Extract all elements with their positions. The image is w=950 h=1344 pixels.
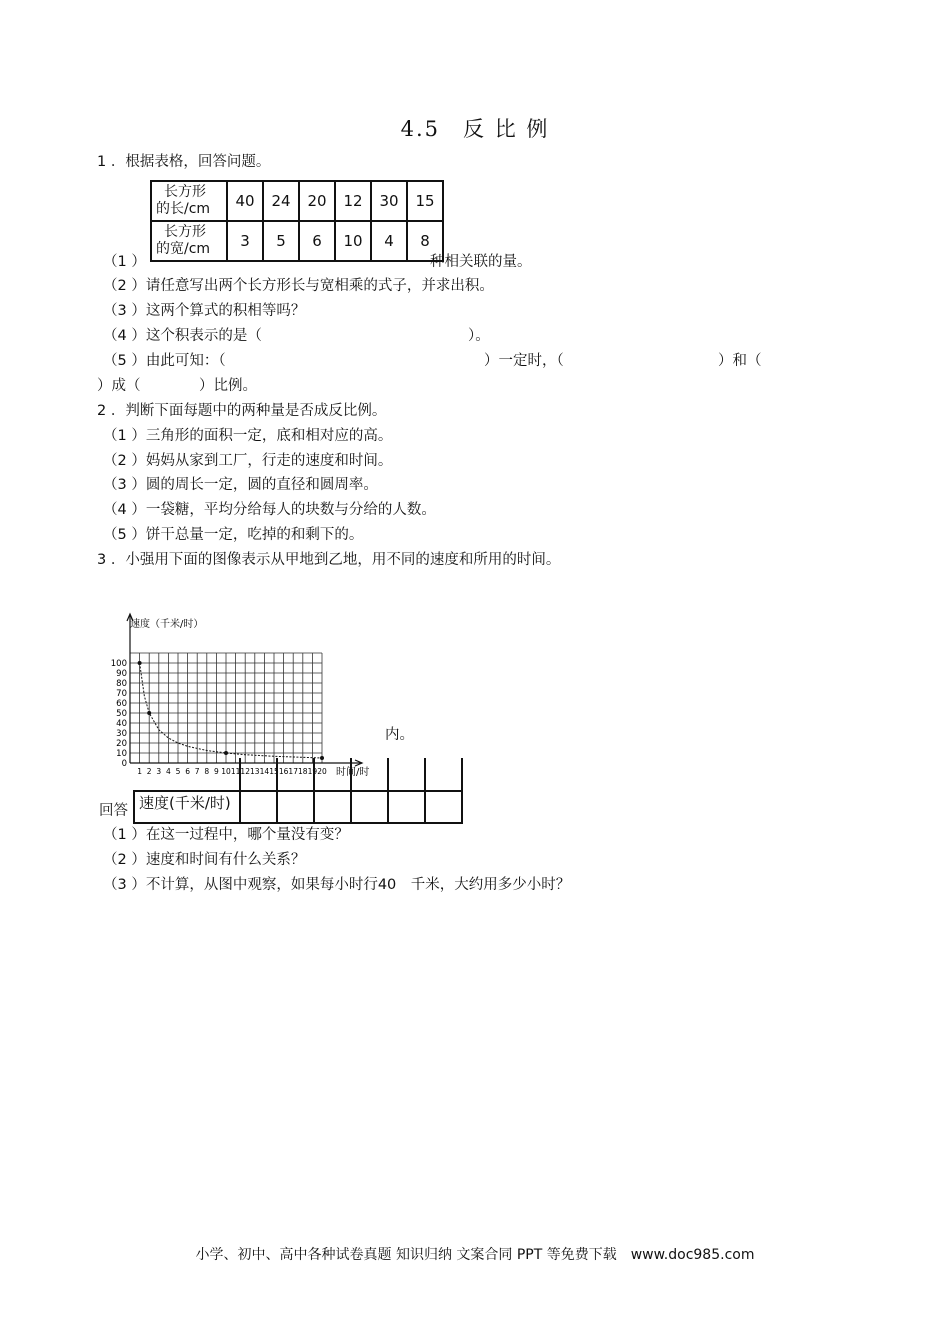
x-tick-label: 6 — [185, 767, 190, 776]
x-tick-label: 14 — [259, 767, 270, 776]
x-tick-label: 15 — [269, 767, 279, 776]
q3-speed-table — [133, 758, 463, 824]
table-cell — [388, 791, 425, 823]
row-header-line: 长方形 — [164, 224, 206, 240]
x-axis-label: 时间/时 — [336, 767, 370, 778]
table-row — [134, 791, 462, 823]
q2-item: （3 ）圆的周长一定，圆的直径和圆周率。 — [103, 477, 378, 493]
table-row — [151, 221, 443, 261]
table-cell — [240, 758, 277, 791]
table-cell — [314, 758, 351, 791]
table-cell: 20 — [299, 181, 335, 221]
y-tick-label: 10 — [116, 749, 127, 759]
x-tick-label: 18 — [298, 767, 308, 776]
x-tick-label: 9 — [214, 767, 219, 776]
q2-item: （2 ）妈妈从家到工厂，行走的速度和时间。 — [103, 453, 393, 469]
table-cell: 5 — [263, 221, 299, 261]
y-tick-label: 40 — [116, 719, 127, 729]
x-tick-label: 5 — [175, 767, 181, 776]
table-cell: 10 — [335, 221, 371, 261]
table-cell: 30 — [371, 181, 407, 221]
y-tick-label: 0 — [121, 759, 127, 769]
row-header-line: 长方形 — [164, 184, 206, 200]
y-tick-label: 60 — [116, 699, 127, 709]
x-tick-label: 12 — [240, 767, 250, 776]
y-axis-label: 速度（千米/时） — [130, 619, 204, 630]
row-header — [151, 181, 227, 221]
table-cell: 3 — [227, 221, 263, 261]
q1-sub5-end: ）比例。 — [199, 378, 257, 394]
page-footer: 小学、初中、高中各种试卷真题 知识归纳 文案合同 PPT 等免费下载 www.doc985.com — [195, 1247, 755, 1263]
table-cell: 8 — [407, 221, 443, 261]
x-tick-label: 4 — [166, 767, 171, 776]
q2-item: （1 ）三角形的面积一定，底和相对应的高。 — [103, 428, 393, 444]
q3-fragment-in: 内。 — [385, 727, 414, 743]
page-title: 4.5 反 比 例 — [400, 117, 550, 141]
table-cell — [240, 791, 277, 823]
q2-stem: 2 ．判断下面每题中的两种量是否成反比例。 — [97, 403, 387, 419]
q1-table — [150, 180, 444, 262]
table-cell — [134, 758, 240, 791]
table-cell — [351, 791, 388, 823]
table-cell: 15 — [407, 181, 443, 221]
table-cell: 4 — [371, 221, 407, 261]
q1-sub2: （2 ）请任意写出两个长方形长与宽相乘的式子，并求出积。 — [103, 278, 494, 294]
table-cell — [425, 758, 462, 791]
y-tick-label: 30 — [116, 729, 127, 739]
y-tick-label: 70 — [116, 689, 127, 699]
data-point — [147, 711, 151, 715]
table-cell: 12 — [335, 181, 371, 221]
table-row — [134, 758, 462, 791]
x-tick-label: 1 — [137, 767, 142, 776]
q3-fragment-answer: 回答 — [99, 803, 128, 819]
x-tick-label: 11 — [230, 767, 241, 776]
row-header-line: 的宽/cm — [156, 241, 211, 257]
q1-sub3: （3 ）这两个算式的积相等吗？ — [103, 303, 306, 319]
q1-sub4-end: ）。 — [468, 328, 490, 344]
q3-stem: 3 ．小强用下面的图像表示从甲地到乙地，用不同的速度和所用的时间。 — [97, 552, 561, 568]
row-header — [151, 221, 227, 261]
y-tick-label: 90 — [116, 669, 127, 679]
q3-item: （1 ）在这一过程中，哪个量没有变？ — [103, 827, 349, 843]
x-tick-label: 10 — [221, 767, 231, 776]
x-tick-label: 17 — [288, 767, 298, 776]
y-tick-label: 20 — [116, 739, 127, 749]
table-cell — [314, 791, 351, 823]
row-header-line: 的长/cm — [156, 201, 211, 217]
x-tick-label: 3 — [156, 767, 162, 776]
q1-sub5-cont: ）成（ — [97, 378, 141, 394]
x-tick-label: 2 — [146, 767, 152, 776]
q1-stem: 1 ．根据表格，回答问题。 — [97, 154, 271, 170]
q2-item: （4 ）一袋糖，平均分给每人的块数与分给的人数。 — [103, 502, 436, 518]
table-cell: 24 — [263, 181, 299, 221]
table-cell — [277, 791, 314, 823]
q1-sub5-and: ）和（ — [718, 353, 762, 369]
q3-item: （3 ）不计算，从图中观察，如果每小时行40 千米，大约用多少小时？ — [103, 877, 571, 893]
y-tick-label: 100 — [110, 659, 127, 669]
q1-sub1-tail: 种相关联的量。 — [430, 254, 532, 270]
x-tick-label: 8 — [204, 767, 210, 776]
table-cell — [425, 791, 462, 823]
x-tick-label: 16 — [278, 767, 289, 776]
table-cell — [388, 758, 425, 791]
x-tick-label: 19 — [307, 767, 318, 776]
table-cell: 6 — [299, 221, 335, 261]
q1-sub5-mid: ）一定时，（ — [484, 353, 564, 369]
data-point — [224, 751, 228, 755]
y-tick-label: 80 — [116, 679, 127, 689]
table-cell — [277, 758, 314, 791]
y-tick-label: 50 — [116, 709, 127, 719]
x-tick-label: 13 — [250, 767, 260, 776]
q2-item: （5 ）饼干总量一定，吃掉的和剩下的。 — [103, 527, 364, 543]
x-tick-label: 20 — [317, 767, 327, 776]
chart-grid — [130, 653, 322, 763]
x-tick-label: 7 — [194, 767, 200, 776]
table-cell — [351, 758, 388, 791]
table-header: 速度(千米/时) — [134, 791, 240, 823]
q1-sub5-start: （5 ）由此可知：（ — [103, 353, 226, 369]
q3-item: （2 ）速度和时间有什么关系？ — [103, 852, 306, 868]
table-cell: 40 — [227, 181, 263, 221]
table-row — [151, 181, 443, 221]
data-point — [138, 661, 142, 665]
q1-sub1-number: （1 ） — [103, 254, 146, 270]
q1-sub4-start: （4 ）这个积表示的是（ — [103, 328, 262, 344]
